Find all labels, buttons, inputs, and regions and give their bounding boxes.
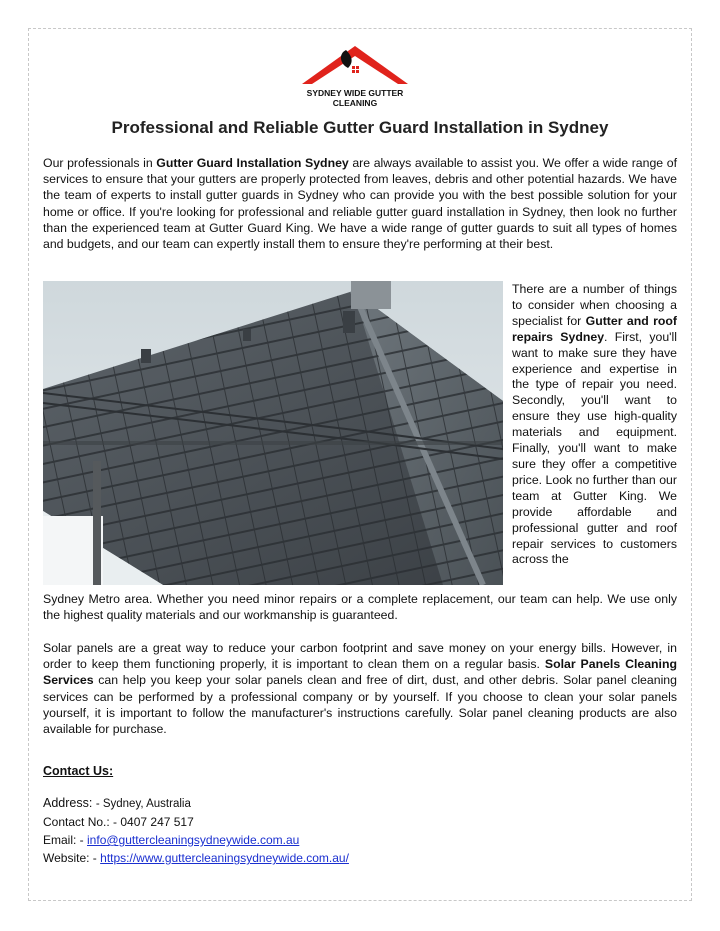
contact-address bbox=[43, 795, 191, 812]
intro-text-pre: Our professionals in bbox=[43, 156, 157, 170]
contact-heading: Contact Us: bbox=[43, 764, 114, 778]
contact-website bbox=[43, 850, 349, 866]
website-link[interactable]: https://www.guttercleaningsydneywide.com.au/ bbox=[100, 851, 349, 865]
roof-photo bbox=[43, 281, 503, 585]
page-title: Professional and Reliable Gutter Guard Installation in Sydney bbox=[111, 118, 609, 137]
logo-text-line1: SYDNEY WIDE GUTTER bbox=[306, 88, 404, 98]
contact-email bbox=[43, 832, 299, 848]
solar-cleaning-keyword: Solar Panels Cleaning Services bbox=[43, 657, 677, 688]
contact-phone bbox=[43, 814, 194, 830]
phone-label: Contact No.: bbox=[43, 815, 114, 829]
logo-text bbox=[290, 88, 420, 108]
solar-text-post: can help you keep your solar panels clean and free of dirt, dust, and other debris. Solar panel cleaning services can be performed by a professional company or by yourself. If you choose to clean your solar panels yourself, it is important to follow the manufacturer's instructions carefully. Solar panel cleaning products are also available for purchase. bbox=[43, 673, 677, 737]
repairs-side-text bbox=[512, 282, 677, 568]
gutter-roof-repairs-keyword: Gutter and roof repairs Sydney bbox=[512, 313, 677, 344]
intro-paragraph bbox=[43, 155, 677, 252]
phone-value: - 0407 247 517 bbox=[113, 815, 194, 829]
address-value: - Sydney, Australia bbox=[95, 798, 191, 810]
logo-roof bbox=[302, 46, 408, 84]
email-link[interactable]: info@guttercleaningsydneywide.com.au bbox=[87, 833, 300, 847]
address-label: Address: bbox=[43, 796, 96, 810]
logo-text-line2: CLEANING bbox=[332, 98, 378, 108]
intro-text-post: are always available to assist you. We offer a wide range of services to ensure that your gutters are properly protected from leaves, debris and other potential hazards. We have the team of experts to install gutter guards in Sydney who can provide you with the best possible solution for your home or office. If you're looking for professional and reliable gutter guard installation in Sydney, then look no further than the experienced team at Gutter Guard King. We have a wide range of gutter guards to suit all types of homes and budgets, and our team can expertly install them to ensure they're performing at their best. bbox=[43, 156, 677, 252]
email-label: Email: - bbox=[43, 833, 88, 847]
repairs-text-pre: There are a number of things to consider when choosing a specialist for bbox=[512, 282, 677, 328]
repairs-text-post: . First, you'll want to make sure they have experience and expertise in the type of repair you need. Secondly, you'll want to ensure they use high-quality materials and equipment. Finally, you'll want to make sure they offer a competitive price. Look no further than our team at Gutter King. We provide affordable and professional gutter and roof repair services to customers across the bbox=[512, 329, 677, 567]
solar-paragraph bbox=[43, 640, 677, 737]
repairs-continued-paragraph: Sydney Metro area. Whether you need minor repairs or a complete replacement, our team can help. We use only the highest quality materials and our workmanship is guaranteed. bbox=[43, 592, 677, 623]
solar-text-pre: Solar panels are a great way to reduce your carbon footprint and save money on your energy bills. However, in order to keep them functioning properly, it is important to clean them on a regular basis. bbox=[43, 641, 677, 672]
gutter-guard-installation-keyword: Gutter Guard Installation Sydney bbox=[156, 156, 349, 170]
website-label: Website: - bbox=[43, 851, 101, 865]
